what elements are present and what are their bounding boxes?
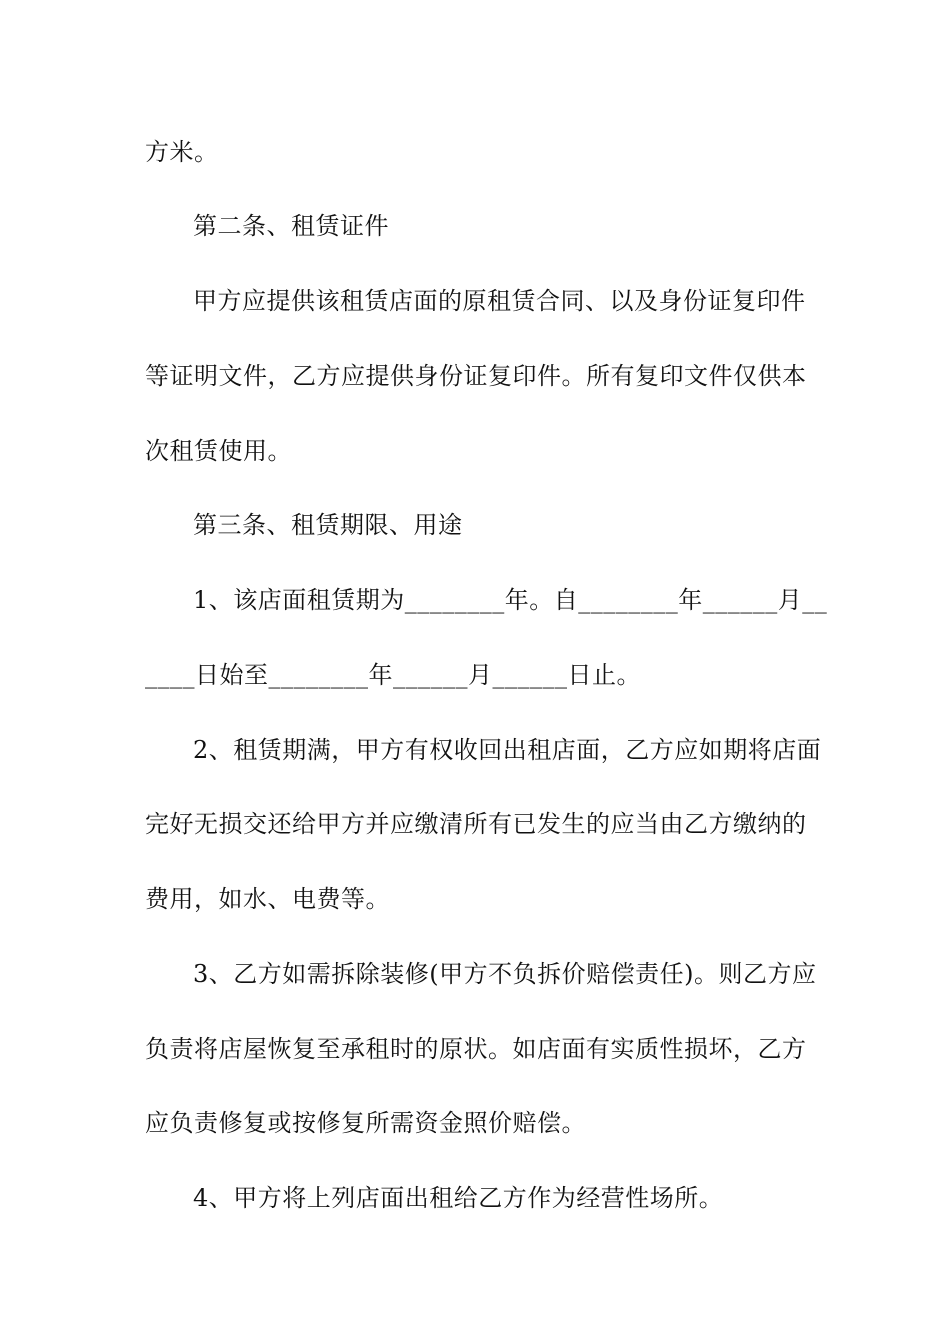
section-heading: 第三条、租赁期限、用途: [193, 511, 463, 539]
text-line: 负责将店屋恢复至承租时的原状。如店面有实质性损坏，乙方: [145, 1035, 807, 1063]
text-line: 方米。: [145, 138, 219, 166]
text-line: 1、该店面租赁期为________年。自________年______月__: [193, 586, 828, 614]
text-line: 完好无损交还给甲方并应缴清所有已发生的应当由乙方缴纳的: [145, 810, 807, 838]
section-heading: 第二条、租赁证件: [193, 212, 389, 240]
text-line: 2、租赁期满，甲方有权收回出租店面，乙方应如期将店面: [193, 736, 822, 764]
text-line: ____日始至________年______月______日止。: [145, 661, 641, 689]
text-line: 费用，如水、电费等。: [145, 885, 390, 913]
text-line: 4、甲方将上列店面出租给乙方作为经营性场所。: [193, 1184, 724, 1212]
text-line: 应负责修复或按修复所需资金照价赔偿。: [145, 1109, 586, 1137]
text-line: 等证明文件，乙方应提供身份证复印件。所有复印文件仅供本: [145, 362, 807, 390]
text-line: 甲方应提供该租赁店面的原租赁合同、以及身份证复印件: [193, 287, 806, 315]
text-line: 3、乙方如需拆除装修(甲方不负拆价赔偿责任)。则乙方应: [193, 960, 817, 988]
text-line: 次租赁使用。: [145, 437, 292, 465]
